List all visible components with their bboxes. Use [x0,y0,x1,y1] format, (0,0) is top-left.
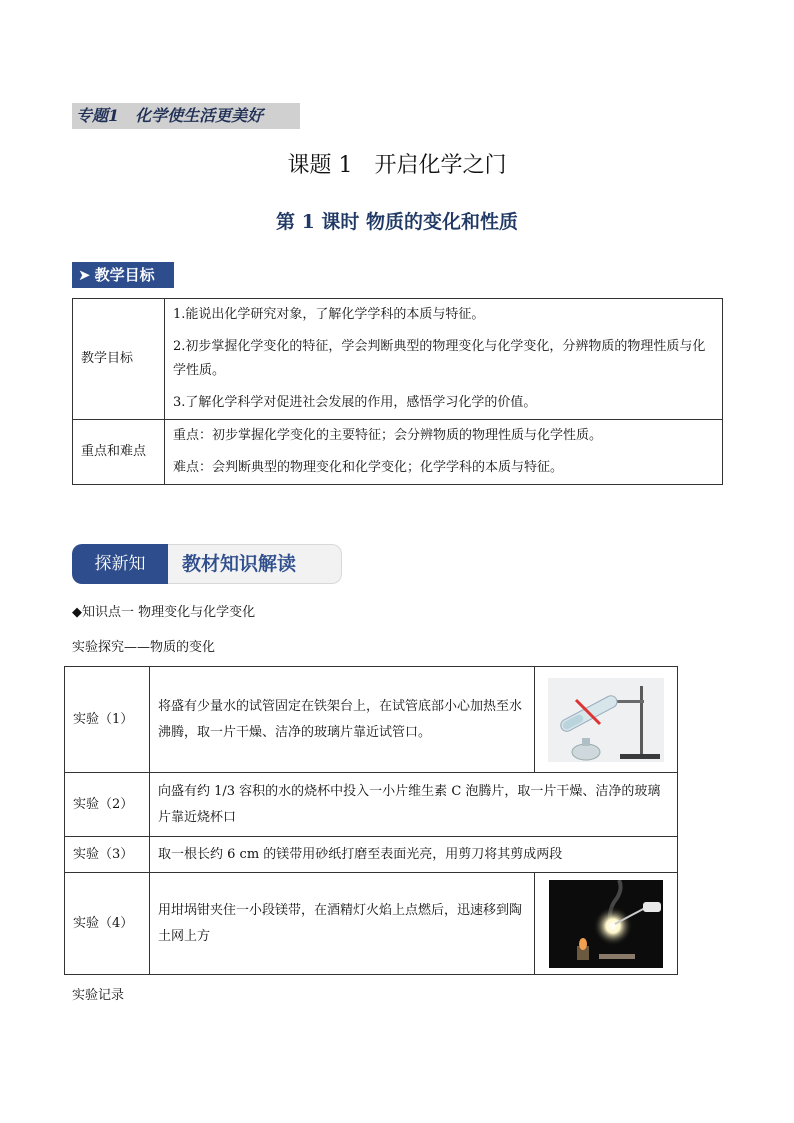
experiment-text: 向盛有约 1/3 容积的水的烧杯中投入一小片维生素 C 泡腾片，取一片干燥、洁净的玻璃片靠近烧杯口 [150,773,678,837]
knowledge-point-title: ◆知识点一 物理变化与化学变化 [72,605,256,620]
table-row [73,420,723,485]
objective-item: 2.初步掌握化学变化的特征，学会判断典型的物理变化与化学变化，分辨物质的物理性质与化学性质。 [173,339,706,378]
objectives-table [72,298,723,485]
objectives-heading [72,262,174,288]
arrow-right-icon: ➤ [78,266,91,284]
row-label: 重点和难点 [73,420,165,485]
row-label: 教学目标 [73,299,165,420]
experiment-text: 将盛有少量水的试管固定在铁架台上，在试管底部小心加热至水沸腾，取一片干燥、洁净的玻璃片靠近试管口。 [150,667,535,773]
table-row [65,837,678,873]
lesson-title: 课题 1 开启化学之门 [287,153,507,178]
experiment-text: 用坩埚钳夹住一小段镁带，在酒精灯火焰上点燃后，迅速移到陶土网上方 [150,873,535,975]
banner-left-label: 探新知 [72,544,168,584]
section-banner [72,544,342,584]
banner-right-label: 教材知识解读 [168,544,342,584]
row-content [165,299,723,420]
experiment-image-cell [535,873,678,975]
table-row [73,299,723,420]
test-tube-heating-photo [548,678,664,762]
experiment-image-cell [535,667,678,773]
table-row [65,873,678,975]
objectives-heading-label: 教学目标 [94,266,155,284]
experiment-label: 实验（2） [65,773,150,837]
record-title: 实验记录 [72,988,125,1003]
period-title: 第 1 课时 物质的变化和性质 [275,211,519,233]
objective-item: 1.能说出化学研究对象，了解化学学科的本质与特征。 [173,307,485,322]
difficulty-item: 难点：会判断典型的物理变化和化学变化；化学学科的本质与特征。 [173,460,564,475]
magnesium-burning-photo [549,880,663,968]
focus-item: 重点：初步掌握化学变化的主要特征；会分辨物质的物理性质与化学性质。 [173,428,603,443]
explore-title: 实验探究——物质的变化 [72,640,216,655]
topic-label: 专题1 化学使生活更美好 [72,103,300,129]
experiment-label: 实验（3） [65,837,150,873]
experiments-table [64,666,678,975]
row-content [165,420,723,485]
table-row [65,773,678,837]
objective-item: 3.了解化学科学对促进社会发展的作用，感悟学习化学的价值。 [173,395,537,410]
table-row [65,667,678,773]
experiment-label: 实验（1） [65,667,150,773]
experiment-text: 取一根长约 6 cm 的镁带用砂纸打磨至表面光亮，用剪刀将其剪成两段 [150,837,678,873]
experiment-label: 实验（4） [65,873,150,975]
